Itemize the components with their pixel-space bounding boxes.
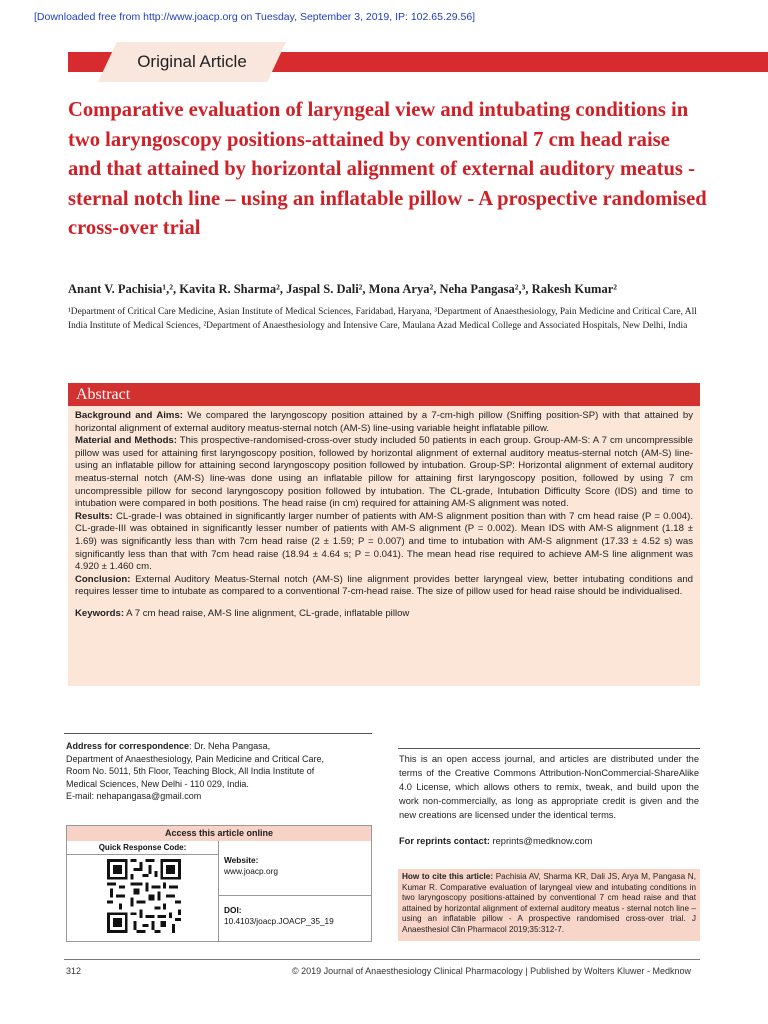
correspondence-block xyxy=(66,740,372,803)
conclusion-text: External Auditory Meatus-Sternal notch (AM-S) line alignment provides better laryngeal view, better intubating conditions and requires lesser time to intubate as compared to a conventional 7-cm-head raise. The size of pillow used for head raise should be individualised. xyxy=(75,573,693,598)
results-text: CL-grade-I was obtained in significantly larger number of patients with AM-S alignment position than with 7 cm head raise (P = 0.004). CL-grade-III was obtained in significantly lesser number of patients with AM-S alignment (P = 0.002). Mean IDS with AM-S alignment (1.18 ± 1.69) was significantly less than with 7cm head raise (2 ± 1.59; P = 0.007) and time to intubation with AM-S alignment (17.33 ± 4.52 s) was significantly less than that with 7cm head raise (18.94 ± 4.64 s; P = 0.041). The mean head rise required to achieve AM-S line alignment was 4.920 ± 1.460 cm. xyxy=(75,510,693,573)
keywords-text: A 7 cm head raise, AM-S line alignment, CL-grade, inflatable pillow xyxy=(124,607,410,619)
reprints-label: For reprints contact: xyxy=(399,836,490,846)
abstract-keywords xyxy=(75,608,693,621)
website-label: Website: xyxy=(224,855,259,865)
download-notice: [Downloaded free from http://www.joacp.org on Tuesday, September 3, 2019, IP: 102.65.29.56] xyxy=(34,11,476,23)
conclusion-label: Conclusion: xyxy=(75,573,131,585)
website-link[interactable]: www.joacp.org xyxy=(224,866,278,876)
qr-code-icon[interactable] xyxy=(107,858,181,934)
footer-copyright: © 2019 Journal of Anaesthesiology Clinical Pharmacology | Published by Wolters Kluwer - Medknow xyxy=(292,966,692,976)
access-online-box xyxy=(66,825,372,942)
abstract-methods xyxy=(75,435,693,511)
abstract-heading: Abstract xyxy=(68,383,700,406)
open-access-notice: This is an open access journal, and articles are distributed under the terms of the Creative Commons Attribution-NonCommercial-ShareAlike 4.0 License, which allows others to remix, tweak, and build upon the work non-commercially, as long as appropriate credit is given and the new creations are licensed under the identical terms. xyxy=(399,754,699,820)
abstract-results xyxy=(75,511,693,574)
reprints-contact xyxy=(399,836,592,846)
abstract-body xyxy=(68,406,700,686)
background-text: We compared the laryngoscopy position attained by a 7-cm-high pillow (Sniffing position-SP) with that attained by horizontal alignment of external auditory meatus-sternal notch (AM-S) line-using variable height inflatable pillow. xyxy=(75,410,694,434)
results-label: Results: xyxy=(75,510,113,522)
qr-label: Quick Response Code: xyxy=(67,841,219,855)
correspondence-line1: Department of Anaesthesiology, Pain Medicine and Critical Care, xyxy=(66,753,324,764)
article-type-label: Original Article xyxy=(137,52,247,71)
background-label: Background and Aims: xyxy=(75,410,183,421)
doi-cell xyxy=(219,896,371,941)
correspondence-label: Address for correspondence xyxy=(66,741,190,751)
footer-divider xyxy=(64,959,700,960)
page-number: 312 xyxy=(66,966,82,976)
author-list: Anant V. Pachisia¹,², Kavita R. Sharma², Jaspal S. Dali², Mona Arya², Neha Pangasa²,³, Rakesh Kumar² xyxy=(68,282,618,296)
abstract-background xyxy=(75,410,693,435)
doi-link[interactable]: 10.4103/joacp.JOACP_35_19 xyxy=(224,916,334,926)
open-access-divider xyxy=(398,748,700,749)
cite-text: Pachisia AV, Sharma KR, Dali JS, Arya M, Pangasa N, Kumar R. Comparative evaluation of laryngeal view and intubating conditions in two laryngoscopy positions-attained by conventional 7 cm head raise and that attained by horizontal alignment of external auditory meatus - sternal notch line – using an inflatable pillow - A prospective randomised cross-over trial. J Anaesthesiol Clin Pharmacol 2019;35:312-7. xyxy=(402,872,696,934)
doi-label: DOI: xyxy=(224,905,242,915)
correspondence-line3: Medical Sciences, New Delhi - 110 029, India. xyxy=(66,778,249,789)
website-cell xyxy=(219,841,371,896)
reprints-email[interactable]: reprints@medknow.com xyxy=(489,836,593,846)
correspondence-name: : Dr. Neha Pangasa, xyxy=(189,741,271,751)
correspondence-email: E-mail: nehapangasa@gmail.com xyxy=(66,791,202,801)
qr-cell xyxy=(67,855,219,941)
article-title: Comparative evaluation of laryngeal view and intubating conditions in two laryngoscopy positions-attained by conventional 7 cm head raise and that attained by horizontal alignment of external auditory meatus - sternal notch line – using an inflatable pillow - A prospective randomised cross-over trial xyxy=(68,99,707,240)
correspondence-name-line xyxy=(66,740,372,753)
abstract-conclusion xyxy=(75,574,693,599)
correspondence-line2: Room No. 5011, 5th Floor, Teaching Block, All India Institute of xyxy=(66,766,315,776)
access-heading: Access this article online xyxy=(67,826,371,841)
how-to-cite-box xyxy=(398,869,700,941)
affiliations: ¹Department of Critical Care Medicine, Asian Institute of Medical Sciences, Faridabad, Haryana, ³Department of Anaesthesiology, Pain Medicine and Critical Care, All India Institute of Medical Sciences, ²Department of Anaesthesiology and Intensive Care, Maulana Azad Medical College and Associated Hospitals, New Delhi, India xyxy=(68,307,697,332)
cite-label: How to cite this article: xyxy=(402,872,494,881)
methods-label: Material and Methods: xyxy=(75,435,177,447)
keywords-label: Keywords: xyxy=(75,607,125,619)
correspondence-divider xyxy=(64,733,372,734)
methods-text: This prospective-randomised-cross-over study included 50 patients in each group. Group-AM-S: A 7 cm uncompressible pillow was used for attaining first laryngoscopy position, followed by horizontal alignment of external auditory meatus-sternal notch (AM-S) line-using an inflatable pillow for attaining second laryngoscopy position followed by intubation. Group-SP: Horizontal alignment of external auditory meatus-sternal notch (AM-S) line-was done using an inflatable pillow for attaining first laryngoscopy position, followed by using 7 cm uncompressible pillow for second laryngoscopy position followed by intubation. The CL-grade, Intubation Difficulty Score (IDS) and time to intubation were compared in both positions. The head raise (in cm) required for attaining AM-S alignment was noted. xyxy=(75,435,693,510)
